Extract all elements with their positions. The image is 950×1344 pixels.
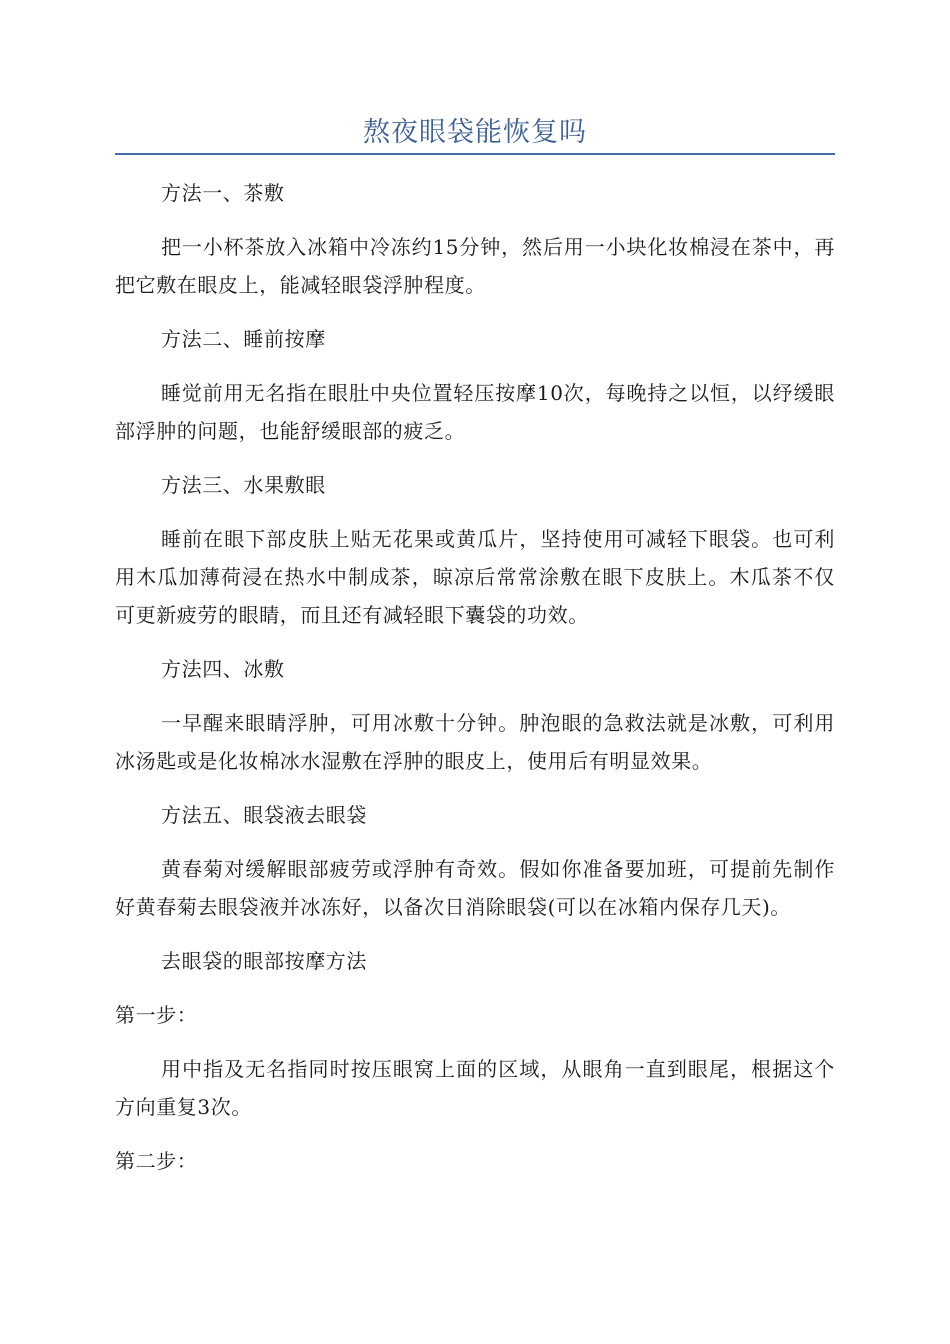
method-3-body: 睡前在眼下部皮肤上贴无花果或黄瓜片，坚持使用可减轻下眼袋。也可利用木瓜加薄荷浸在热水中制成茶，晾凉后常常涂敷在眼下皮肤上。木瓜茶不仅可更新疲劳的眼睛，而且还有减轻眼下囊袋的功效。	[115, 527, 835, 627]
massage-section-heading: 去眼袋的眼部按摩方法	[161, 949, 367, 973]
step-1-body: 用中指及无名指同时按压眼窝上面的区域，从眼角一直到眼尾，根据这个方向重复3次。	[115, 1057, 835, 1119]
title-underline	[115, 153, 835, 155]
method-5-body: 黄春菊对缓解眼部疲劳或浮肿有奇效。假如你准备要加班，可提前先制作好黄春菊去眼袋液并冰冻好，以备次日消除眼袋(可以在冰箱内保存几天)。	[115, 857, 835, 919]
method-1-body: 把一小杯茶放入冰箱中冷冻约15分钟，然后用一小块化妆棉浸在茶中，再把它敷在眼皮上，能减轻眼袋浮肿程度。	[115, 235, 835, 297]
document-body	[115, 174, 835, 1196]
method-3-heading: 方法三、水果敷眼	[161, 473, 326, 497]
step-1-heading: 第一步：	[115, 1003, 198, 1027]
method-1-heading: 方法一、茶敷	[161, 181, 285, 205]
method-2-heading: 方法二、睡前按摩	[161, 327, 326, 351]
method-4-body: 一早醒来眼睛浮肿，可用冰敷十分钟。肿泡眼的急救法就是冰敷，可利用冰汤匙或是化妆棉冰水湿敷在浮肿的眼皮上，使用后有明显效果。	[115, 711, 835, 773]
document-title: 熬夜眼袋能恢复吗	[363, 117, 587, 148]
step-2-heading: 第二步：	[115, 1149, 198, 1173]
method-2-body: 睡觉前用无名指在眼肚中央位置轻压按摩10次，每晚持之以恒，以纾缓眼部浮肿的问题，也能舒缓眼部的疲乏。	[115, 381, 835, 443]
method-4-heading: 方法四、冰敷	[161, 657, 285, 681]
method-5-heading: 方法五、眼袋液去眼袋	[161, 803, 367, 827]
